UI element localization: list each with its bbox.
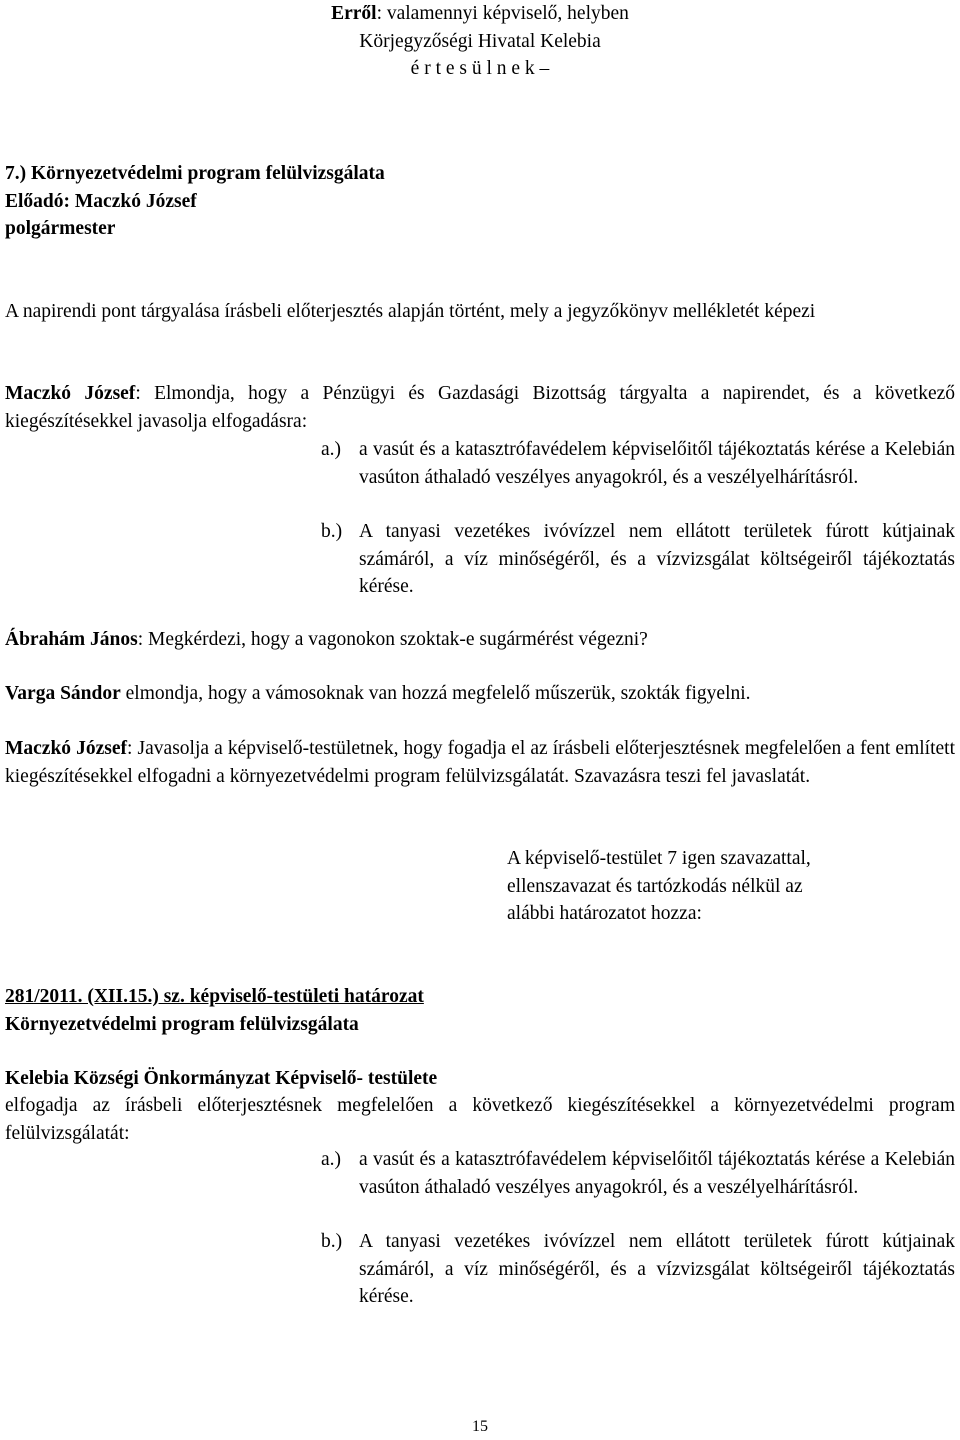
distribution-header bbox=[0, 0, 960, 83]
speaker-text: elmondja, hogy a vámosoknak van hozzá megfelelő műszerük, szokták figyelni. bbox=[120, 683, 751, 704]
list-item-text: a vasút és a katasztrófavédelem képviselőitől tájékoztatás kérése a Kelebián vasúton áthaladó veszélyes anyagokról, és a veszélyelhárításról. bbox=[359, 1149, 955, 1198]
vote-line-3: alábbi határozatot hozza: bbox=[507, 903, 702, 924]
list-item bbox=[321, 436, 955, 491]
resolution-subject: Környezetvédelmi program felülvizsgálata bbox=[5, 1013, 359, 1035]
speaker-text: : Elmondja, hogy a Pénzügyi és Gazdasági Bizottság tárgyalta a napirendet, és a következő kiegészítésekkel javasolja elfogadásra: bbox=[5, 383, 956, 432]
list-item bbox=[321, 1146, 955, 1201]
agenda-role: polgármester bbox=[5, 218, 116, 239]
header-line-2: Körjegyzőségi Hivatal Kelebia bbox=[359, 30, 601, 52]
speaker-name: Maczkó József bbox=[5, 383, 136, 404]
header-line-1-rest: : valamennyi képviselő, helyben bbox=[376, 3, 629, 24]
speaker-paragraph-1 bbox=[5, 380, 955, 435]
vote-line-1: A képviselő-testület 7 igen szavazattal, bbox=[507, 848, 811, 869]
list-item bbox=[321, 1228, 955, 1311]
list-marker: a.) bbox=[321, 439, 342, 460]
resolution-body-text: elfogadja az írásbeli előterjesztésnek megfelelően a következő kiegészítésekkel a környezetvédelmi program felülvizsgálatát: bbox=[5, 1095, 955, 1144]
page-number: 15 bbox=[472, 1418, 488, 1435]
list-item bbox=[321, 518, 955, 601]
speaker-paragraph-4 bbox=[5, 735, 955, 790]
list-marker: b.) bbox=[321, 1231, 343, 1252]
list-item-text: A tanyasi vezetékes ivóvízzel nem ellátott területek fúrott kútjainak számáról, a víz minőségéről, és a vízvizsgálat költségeiről tájékoztatás kérése. bbox=[359, 521, 955, 597]
speaker-name: Varga Sándor bbox=[5, 683, 121, 704]
list-marker: b.) bbox=[321, 521, 343, 542]
speaker-text: : Megkérdezi, hogy a vagonokon szoktak-e sugármérést végezni? bbox=[137, 629, 648, 650]
resolution-number: 281/2011. (XII.15.) sz. képviselő-testületi határozat bbox=[5, 986, 424, 1007]
list-item-text: a vasút és a katasztrófavédelem képviselőitől tájékoztatás kérése a Kelebián vasúton áthaladó veszélyes anyagokról, és a veszélyelhárításról. bbox=[359, 439, 955, 488]
speaker-name: Maczkó József bbox=[5, 738, 128, 759]
list-item-text: A tanyasi vezetékes ivóvízzel nem ellátott területek fúrott kútjainak számáról, a víz minőségéről, és a vízvizsgálat költségeiről tájékoztatás kérése. bbox=[359, 1231, 955, 1307]
vote-result bbox=[507, 845, 927, 928]
speaker-name: Ábrahám János bbox=[5, 629, 138, 650]
vote-line-2: ellenszavazat és tartózkodás nélkül az bbox=[507, 875, 803, 897]
speaker-paragraph-2 bbox=[5, 626, 955, 654]
agenda-presenter: Előadó: Maczkó József bbox=[5, 190, 197, 212]
resolution-heading bbox=[5, 983, 955, 1038]
agenda-heading bbox=[5, 160, 955, 243]
header-line-3: é r t e s ü l n e k – bbox=[410, 58, 550, 79]
speaker-text: : Javasolja a képviselő-testületnek, hogy fogadja el az írásbeli előterjesztésnek megfelelően a fent említett kiegészítésekkel elfogadni a környezetvédelmi program felülvizsgálatát. Szavazásra teszi fel javaslatát. bbox=[5, 738, 955, 787]
resolution-body-title: Kelebia Községi Önkormányzat Képviselő- testülete bbox=[5, 1068, 438, 1089]
list-marker: a.) bbox=[321, 1149, 342, 1170]
header-line-1 bbox=[0, 0, 960, 28]
header-label-bold: Erről bbox=[331, 3, 377, 24]
agenda-title: 7.) Környezetvédelmi program felülvizsgálata bbox=[5, 163, 385, 184]
intro-paragraph: A napirendi pont tárgyalása írásbeli előterjesztés alapján történt, mely a jegyzőkönyv mellékletét képezi bbox=[5, 301, 816, 322]
speaker-paragraph-3 bbox=[5, 680, 955, 708]
